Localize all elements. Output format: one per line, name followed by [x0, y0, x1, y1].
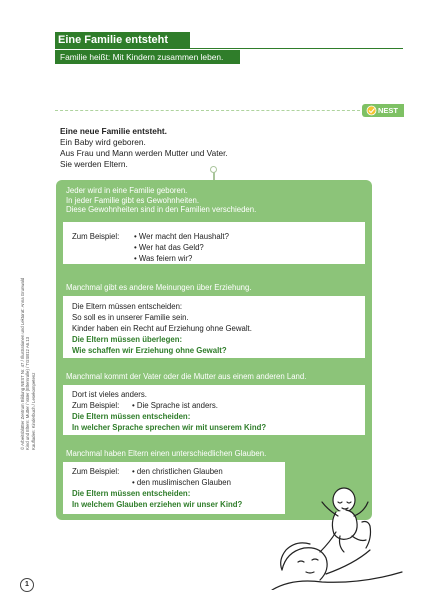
body-line: So soll es in unserer Familie sein. — [72, 313, 189, 322]
intro-line: Aus Frau und Mann werden Mutter und Vater. — [60, 148, 228, 158]
section-4-heading: Manchmal haben Eltern einen unterschiedlichen Glauben. — [66, 449, 267, 458]
bullet-item: • Die Sprache ist anders. — [132, 401, 218, 410]
bullet-item: • Wer macht den Haushalt? — [134, 232, 229, 241]
intro-line: Sie werden Eltern. — [60, 159, 128, 169]
emphasis-line: Die Eltern müssen entscheiden: — [72, 412, 191, 421]
bullet-item: • Wer hat das Geld? — [134, 243, 204, 252]
emphasis-line: Wie schaffen wir Erziehung ohne Gewalt? — [72, 346, 227, 355]
dashed-divider — [55, 110, 360, 111]
example-label: Zum Beispiel: — [72, 467, 120, 476]
nest-label: NEST — [378, 106, 399, 115]
emphasis-line: Die Eltern müssen entscheiden: — [72, 489, 191, 498]
example-label: Zum Beispiel: — [72, 401, 120, 410]
section-2-heading: Manchmal gibt es andere Meinungen über Erziehung. — [66, 283, 252, 292]
body-line: Kinder haben ein Recht auf Erziehung ohne Gewalt. — [72, 324, 252, 333]
emphasis-line: Die Eltern müssen überlegen: — [72, 335, 183, 344]
body-line: Dort ist vieles anders. — [72, 390, 147, 399]
sun-icon — [366, 105, 377, 116]
bullet-item: • Was feiern wir? — [134, 254, 193, 263]
bullet-item: • den christlichen Glauben — [132, 467, 223, 476]
intro-text — [60, 126, 228, 170]
panel-hanger-ring — [210, 166, 217, 173]
parent-baby-illustration — [262, 478, 412, 590]
emphasis-line: In welchem Glauben erziehen wir unser Kind? — [72, 500, 243, 509]
example-label: Zum Beispiel: — [72, 232, 120, 241]
intro-line: Ein Baby wird geboren. — [60, 137, 146, 147]
body-line: Die Eltern müssen entscheiden: — [72, 302, 183, 311]
bullet-item: • den muslimischen Glauben — [132, 478, 231, 487]
section-3-heading: Manchmal kommt der Vater oder die Mutter aus einem anderen Land. — [66, 372, 307, 381]
page-title: Eine Familie entsteht — [58, 34, 169, 46]
emphasis-line: In welcher Sprache sprechen wir mit unserem Kind? — [72, 423, 267, 432]
margin-credits: © Arbeitsblätter Zentrum Bildung NEST Nr. 47 / Illustrationen und Lektorat: Anna Grunwald Kind und Eltern: Mutter / Vater (Elternrolle) / TGSB12 A6.13 Kaufladen: Kinderbuch / Lesekompetenz — [20, 277, 36, 450]
section-1-heading: Jeder wird in eine Familie geboren. In jeder Familie gibt es Gewohnheiten. Diese Gewohnheiten sind in den Familien verschieden. — [66, 186, 257, 214]
page-number: 1 — [20, 578, 34, 592]
section-1-box — [63, 222, 365, 264]
page-subtitle: Familie heißt: Mit Kindern zusammen leben. — [60, 52, 224, 62]
intro-lead: Eine neue Familie entsteht. — [60, 126, 167, 136]
title-underline — [55, 48, 403, 49]
